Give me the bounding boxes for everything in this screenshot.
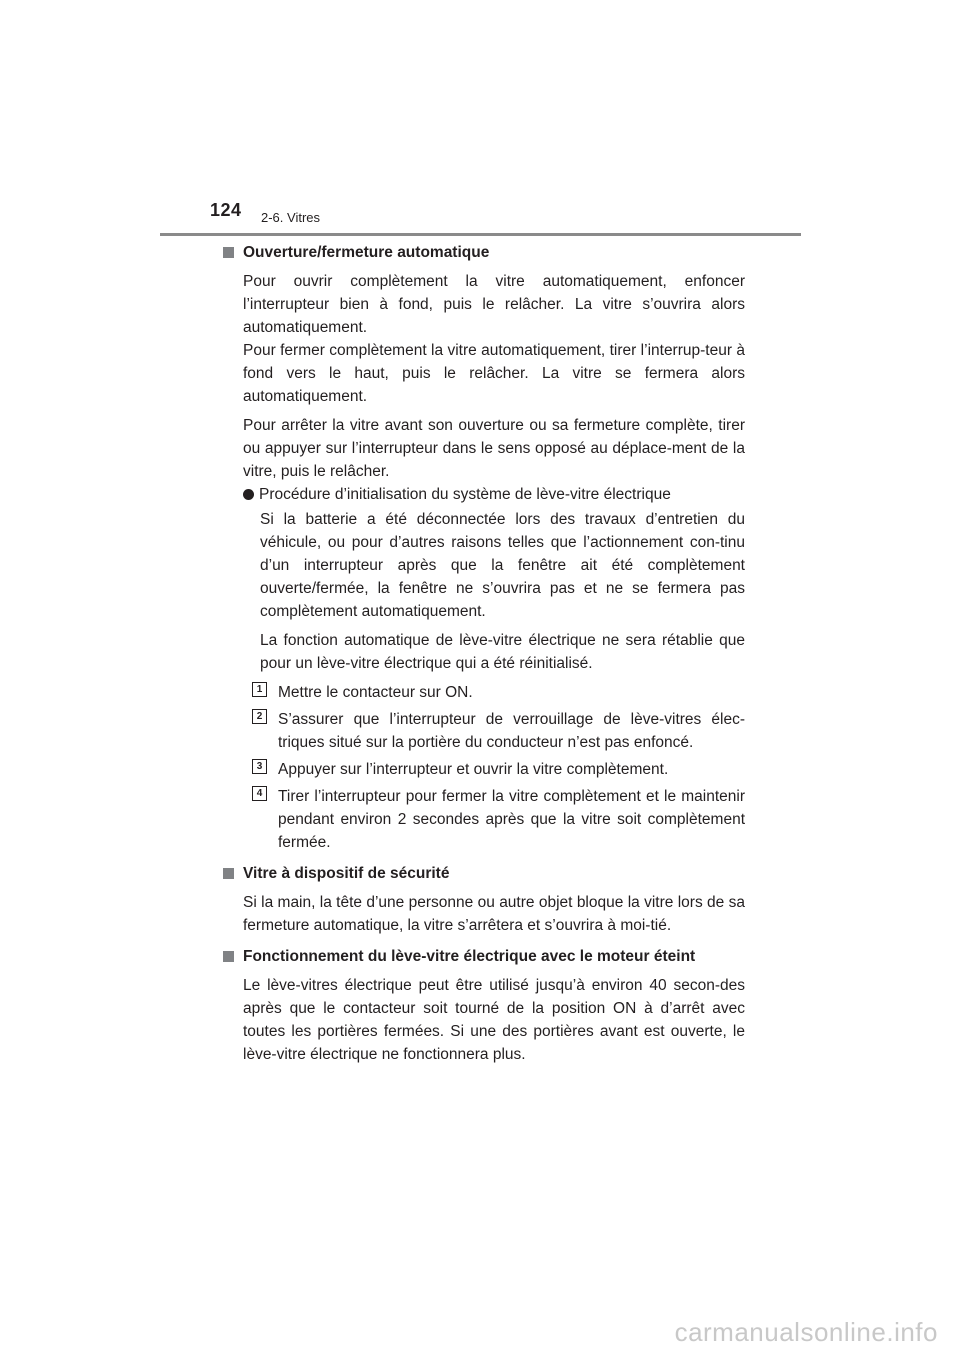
page-number: 124 [210,200,242,220]
section-heading [223,862,745,885]
page-content [223,241,745,1072]
step-number-badge: 4 [252,786,267,801]
heading-text: Ouverture/fermeture automatique [243,244,490,261]
heading-text: Fonctionnement du lève-vitre électrique avec le moteur éteint [243,948,696,965]
square-bullet-icon [223,247,234,258]
square-bullet-icon [223,951,234,962]
step-text: Mettre le contacteur sur ON. [278,684,473,701]
step-number-badge: 2 [252,709,267,724]
bullet-item [243,483,745,506]
step-item [252,758,745,781]
square-bullet-icon [223,868,234,879]
step-item [252,785,745,854]
header-rule [160,233,801,236]
paragraph: Pour arrêter la vitre avant son ouverture ou sa fermeture complète, tirer ou appuyer sur l’interrupteur dans le sens opposé au déplace-ment de la vitre, puis le relâcher. [243,417,745,480]
section-heading [223,945,745,968]
section-heading [223,241,745,264]
step-text: Tirer l’interrupteur pour fermer la vitre complètement et le maintenir pendant environ 2 secondes après que la vitre soit complètement fermée. [278,788,745,851]
step-number-badge: 1 [252,682,267,697]
heading-text: Vitre à dispositif de sécurité [243,865,450,882]
paragraph: Pour fermer complètement la vitre automatiquement, tirer l’interrup-teur à fond vers le haut, puis le relâcher. La vitre se fermera alors automatiquement. [243,342,745,405]
step-item [252,708,745,754]
paragraph: Si la main, la tête d’une personne ou autre objet bloque la vitre lors de sa fermeture automatique, la vitre s’arrêtera et s’ouvrira à moi-tié. [243,894,745,934]
paragraph: Pour ouvrir complètement la vitre automatiquement, enfoncer l’interrupteur bien à fond, puis le relâcher. La vitre s’ouvrira alors automatiquement. [243,273,745,336]
sub-paragraph: Si la batterie a été déconnectée lors des travaux d’entretien du véhicule, ou pour d’autres raisons telles que l’actionnement con-tinu d’un interrupteur après que la fenêtre ait été complètement ouverte/fermée, la fenêtre ne s’ouvrira pas et ne se fermera pas complètement automatiquement. [260,511,745,620]
sub-paragraph: La fonction automatique de lève-vitre électrique ne sera rétablie que pour un lève-vitre électrique qui a été réinitialisé. [260,632,745,672]
step-text: Appuyer sur l’interrupteur et ouvrir la vitre complètement. [278,761,669,778]
bullet-title: Procédure d’initialisation du système de lève-vitre électrique [259,486,671,503]
step-item [252,681,745,704]
circle-bullet-icon [243,489,254,500]
step-number-badge: 3 [252,759,267,774]
paragraph: Le lève-vitres électrique peut être utilisé jusqu’à environ 40 secon-des après que le contacteur soit tourné de la position ON à d’arrêt avec toutes les portières fermées. Si une des portières avant est ouverte, le lève-vitre électrique ne fonctionnera plus. [243,977,745,1063]
section-title: 2-6. Vitres [261,210,321,225]
watermark-text: carmanualsonline.info [674,1317,938,1347]
step-text: S’assurer que l’interrupteur de verrouillage de lève-vitres élec-triques situé sur la portière du conducteur n’est pas enfoncé. [278,711,745,751]
